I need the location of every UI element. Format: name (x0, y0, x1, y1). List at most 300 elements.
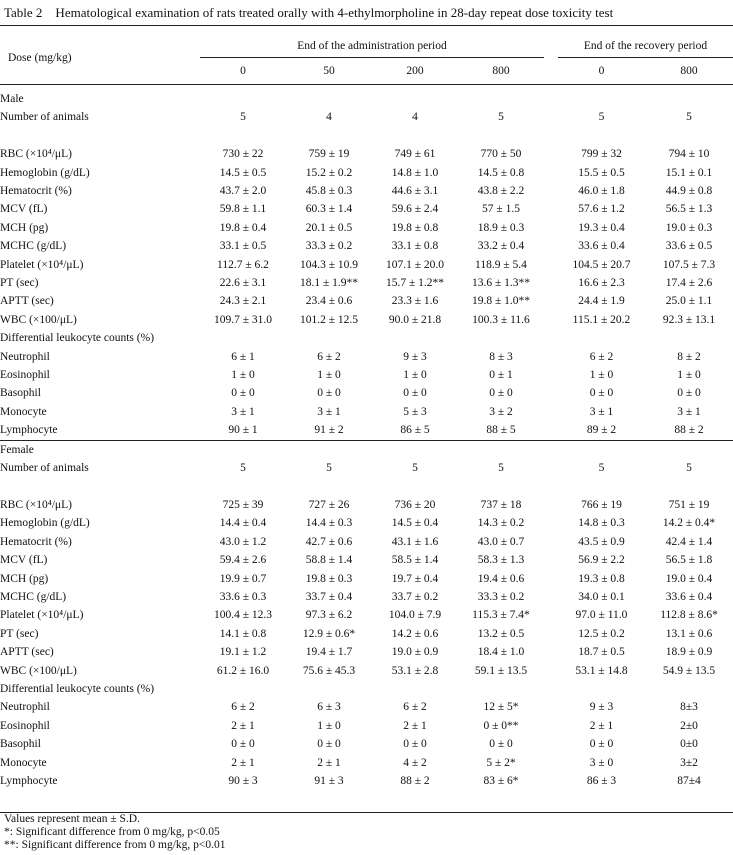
value-cell: 19.8 ± 1.0** (471, 295, 531, 308)
value-cell: 18.4 ± 1.0 (477, 646, 525, 659)
value-cell: 59.6 ± 2.4 (391, 203, 439, 216)
value-cell: 56.5 ± 1.8 (665, 554, 713, 567)
value-cell: 91 ± 2 (286, 421, 372, 440)
column-gap (544, 570, 558, 588)
dose-col-2: 50 (323, 65, 335, 77)
value-cell: 725 ± 39 (222, 498, 264, 511)
row-label: MCH (pg) (0, 221, 49, 234)
value-cell: 88 ± 5 (458, 421, 544, 440)
value-cell: 53.1 ± 14.8 (575, 664, 628, 677)
value-cell: 97.3 ± 6.2 (305, 609, 353, 622)
row-label: MCV (fL) (0, 554, 48, 567)
value-cell: 759 ± 19 (308, 148, 350, 161)
value-cell: 19.8 ± 0.3 (305, 572, 353, 585)
value-cell: 3 ± 2 (489, 405, 513, 418)
column-gap (544, 643, 558, 661)
value-cell: 5 (498, 462, 504, 475)
table-row (0, 348, 733, 366)
value-cell: 33.3 ± 0.2 (305, 240, 353, 253)
row-label: Number of animals (0, 111, 89, 124)
value-cell: 1 ± 0 (403, 369, 427, 382)
value-cell: 5 (598, 462, 605, 475)
value-cell: 736 ± 20 (394, 498, 436, 511)
value-cell: 5 (412, 462, 418, 475)
value-cell: 0 ± 0 (231, 387, 255, 400)
value-cell: 6 ± 3 (317, 701, 341, 714)
value-cell: 15.1 ± 0.1 (665, 166, 713, 179)
table-caption: Table 2 Hematological examination of rats treated orally with 4-ethylmorpholine in 28-day repeat dose toxicity test (4, 5, 614, 20)
row-label: Platelet (×10⁴/μL) (0, 258, 84, 271)
column-gap (544, 754, 558, 772)
value-cell: 19.4 ± 0.6 (477, 572, 525, 585)
value-cell: 33.1 ± 0.5 (219, 240, 267, 253)
value-cell: 3 ± 1 (589, 405, 614, 418)
row-label: Basophil (0, 738, 41, 751)
value-cell: 12 ± 5* (483, 701, 519, 714)
value-cell: 2±0 (680, 719, 698, 732)
value-cell: 749 ± 61 (394, 148, 436, 161)
column-gap (544, 403, 558, 421)
female-section-title (0, 440, 733, 459)
value-cell: 87±4 (677, 775, 701, 787)
value-cell: 799 ± 32 (581, 148, 622, 161)
value-cell: 45.8 ± 0.3 (305, 185, 353, 198)
value-cell: 19.1 ± 1.2 (219, 646, 267, 659)
row-label: Monocyte (0, 756, 47, 769)
value-cell: 6 ± 1 (231, 350, 255, 363)
animals-row (0, 459, 733, 477)
value-cell: 727 ± 26 (308, 498, 350, 511)
value-cell: 12.9 ± 0.6* (302, 627, 356, 640)
value-cell: 34.0 ± 0.1 (578, 590, 625, 603)
differential-title-label: Differential leukocyte counts (%) (0, 332, 155, 345)
value-cell: 13.2 ± 0.5 (477, 627, 525, 640)
spacer-row (0, 478, 733, 496)
value-cell: 33.3 ± 0.2 (477, 590, 525, 603)
value-cell: 8 ± 2 (677, 350, 701, 363)
value-cell: 109.7 ± 31.0 (213, 313, 273, 326)
value-cell: 58.3 ± 1.3 (477, 554, 525, 567)
value-cell: 3 ± 0 (589, 756, 614, 769)
value-cell: 104.3 ± 10.9 (299, 258, 359, 271)
value-cell: 83 ± 6* (483, 775, 519, 787)
value-cell: 751 ± 19 (668, 498, 710, 511)
value-cell: 18.9 ± 0.9 (665, 646, 713, 659)
value-cell: 9 ± 3 (589, 701, 614, 714)
table-row (0, 533, 733, 551)
value-cell: 3 ± 1 (677, 405, 701, 418)
value-cell: 20.1 ± 0.5 (305, 221, 353, 234)
value-cell: 25.0 ± 1.1 (665, 295, 713, 308)
differential-title-label: Differential leukocyte counts (%) (0, 682, 155, 695)
row-label: Basophil (0, 387, 41, 400)
value-cell: 0 ± 0 (403, 738, 427, 751)
value-cell: 90.0 ± 21.8 (388, 313, 442, 326)
value-cell: 33.1 ± 0.8 (391, 240, 439, 253)
value-cell: 59.1 ± 13.5 (474, 664, 528, 677)
value-cell: 6 ± 2 (589, 350, 614, 363)
table-row (0, 717, 733, 735)
value-cell: 19.8 ± 0.4 (219, 221, 267, 234)
value-cell: 8±3 (680, 701, 698, 714)
dose-col-3: 200 (406, 65, 424, 77)
value-cell: 43.0 ± 0.7 (477, 535, 525, 548)
value-cell: 770 ± 50 (480, 148, 522, 161)
value-cell: 88 ± 2 (400, 775, 430, 787)
column-gap (544, 735, 558, 753)
value-cell: 14.4 ± 0.4 (219, 517, 267, 530)
value-cell: 24.4 ± 1.9 (578, 295, 625, 308)
value-cell: 33.7 ± 0.2 (391, 590, 439, 603)
value-cell: 23.3 ± 1.6 (391, 295, 439, 308)
value-cell: 0 ± 0 (231, 738, 255, 751)
table-row (0, 256, 733, 274)
table-row (0, 366, 733, 384)
value-cell: 0±0 (680, 738, 698, 751)
value-cell: 58.5 ± 1.4 (391, 554, 439, 567)
value-cell: 5 (240, 462, 246, 475)
row-label: Neutrophil (0, 701, 50, 714)
column-gap (544, 219, 558, 237)
value-cell: 14.5 ± 0.8 (477, 166, 525, 179)
column-gap (544, 292, 558, 310)
table-row (0, 292, 733, 310)
value-cell: 61.2 ± 16.0 (216, 664, 270, 677)
value-cell: 88 ± 2 (645, 421, 733, 440)
value-cell: 57 ± 1.5 (482, 203, 520, 216)
admin-period-header: End of the administration period (297, 40, 447, 52)
value-cell: 14.3 ± 0.2 (477, 517, 525, 530)
column-gap (544, 164, 558, 182)
row-label: Hemoglobin (g/dL) (0, 166, 90, 179)
value-cell: 19.4 ± 1.7 (305, 646, 353, 659)
table-row (0, 200, 733, 218)
table-row (0, 551, 733, 569)
value-cell: 57.6 ± 1.2 (578, 203, 625, 216)
row-label: MCHC (g/dL) (0, 590, 67, 603)
value-cell: 14.5 ± 0.5 (219, 166, 267, 179)
value-cell: 19.0 ± 0.9 (391, 646, 439, 659)
row-label: Lymphocyte (0, 775, 58, 787)
table-row (0, 514, 733, 532)
value-cell: 100.4 ± 12.3 (213, 609, 273, 622)
value-cell: 24.3 ± 2.1 (219, 295, 267, 308)
column-gap (544, 496, 558, 514)
column-gap (544, 182, 558, 200)
footnote-p01: **: Significant difference from 0 mg/kg, p<0.01 (4, 839, 226, 851)
value-cell: 5 (326, 462, 332, 475)
male-section-title-label: Male (0, 93, 24, 105)
value-cell: 2 ± 1 (589, 719, 614, 732)
value-cell: 19.0 ± 0.3 (665, 221, 713, 234)
column-gap (544, 421, 558, 440)
table-row (0, 643, 733, 661)
value-cell: 0 ± 0 (589, 387, 614, 400)
value-cell: 6 ± 2 (317, 350, 341, 363)
value-cell: 14.8 ± 0.3 (578, 517, 625, 530)
table-row (0, 772, 733, 790)
value-cell: 14.1 ± 0.8 (219, 627, 267, 640)
column-gap (544, 772, 558, 790)
value-cell: 0 ± 0 (677, 387, 701, 400)
value-cell: 90 ± 1 (200, 421, 286, 440)
value-cell: 737 ± 18 (480, 498, 522, 511)
value-cell: 0 ± 0 (589, 738, 614, 751)
value-cell: 15.7 ± 1.2** (385, 277, 445, 290)
row-label: PT (sec) (0, 277, 39, 290)
row-label: RBC (×10⁴/μL) (0, 148, 72, 161)
value-cell: 14.2 ± 0.4* (662, 517, 716, 530)
row-label: Hematocrit (%) (0, 535, 72, 548)
table-row (0, 145, 733, 163)
value-cell: 100.3 ± 11.6 (472, 313, 530, 326)
value-cell: 9 ± 3 (403, 350, 427, 363)
column-gap (544, 533, 558, 551)
table-row (0, 570, 733, 588)
value-cell: 104.5 ± 20.7 (572, 258, 631, 271)
value-cell: 43.1 ± 1.6 (391, 535, 439, 548)
column-gap (544, 366, 558, 384)
value-cell: 33.6 ± 0.4 (578, 240, 625, 253)
value-cell: 89 ± 2 (558, 421, 645, 440)
column-gap (544, 698, 558, 716)
value-cell: 42.4 ± 1.4 (665, 535, 713, 548)
table-row (0, 625, 733, 643)
table-row (0, 182, 733, 200)
value-cell: 54.9 ± 13.5 (662, 664, 716, 677)
female-section-title-label: Female (0, 443, 34, 456)
column-gap (544, 459, 558, 477)
row-label: APTT (sec) (0, 646, 54, 659)
column-gap (544, 717, 558, 735)
dose-col-6: 800 (680, 65, 698, 77)
row-label: Monocyte (0, 405, 47, 418)
value-cell: 3±2 (680, 756, 698, 769)
value-cell: 0 ± 0 (317, 387, 341, 400)
column-gap (544, 384, 558, 402)
value-cell: 90 ± 3 (228, 775, 258, 787)
admin-subrule (200, 57, 544, 58)
row-label: Platelet (×10⁴/μL) (0, 609, 84, 622)
row-label: MCHC (g/dL) (0, 240, 67, 253)
value-cell: 4 ± 2 (403, 756, 427, 769)
value-cell: 8 ± 3 (489, 350, 513, 363)
value-cell: 60.3 ± 1.4 (305, 203, 353, 216)
value-cell: 0 ± 0** (483, 719, 519, 732)
column-gap (544, 200, 558, 218)
value-cell: 19.8 ± 0.8 (391, 221, 439, 234)
table-row (0, 496, 733, 514)
value-cell: 5 ± 3 (403, 405, 427, 418)
value-cell: 19.0 ± 0.4 (665, 572, 713, 585)
value-cell: 0 ± 0 (489, 738, 513, 751)
column-gap (544, 274, 558, 292)
value-cell: 2 ± 1 (317, 756, 341, 769)
table-row (0, 421, 733, 440)
value-cell: 19.7 ± 0.4 (391, 572, 439, 585)
row-label: MCH (pg) (0, 572, 49, 585)
value-cell: 43.0 ± 1.2 (219, 535, 267, 548)
column-gap (544, 237, 558, 255)
column-gap (544, 514, 558, 532)
table-row (0, 735, 733, 753)
differential-title (0, 329, 733, 347)
column-gap (544, 256, 558, 274)
value-cell: 33.6 ± 0.5 (665, 240, 713, 253)
value-cell: 14.2 ± 0.6 (391, 627, 439, 640)
value-cell: 2 ± 1 (231, 756, 255, 769)
row-label: Lymphocyte (0, 421, 200, 440)
value-cell: 15.5 ± 0.5 (578, 166, 625, 179)
table-row (0, 588, 733, 606)
dose-col-4: 800 (492, 65, 510, 77)
table-row (0, 384, 733, 402)
value-cell: 5 ± 2* (486, 756, 516, 769)
value-cell: 115.1 ± 20.2 (572, 313, 631, 326)
value-cell: 43.7 ± 2.0 (219, 185, 267, 198)
footnote-values: Values represent mean ± S.D. (4, 813, 140, 825)
value-cell: 5 (498, 111, 504, 124)
table-row (0, 403, 733, 421)
differential-title (0, 680, 733, 698)
value-cell: 1 ± 0 (317, 369, 341, 382)
value-cell: 16.6 ± 2.3 (578, 277, 625, 290)
spacer-cell (0, 478, 733, 496)
row-label: Hematocrit (%) (0, 185, 72, 198)
value-cell: 86 ± 5 (372, 421, 458, 440)
animals-row (0, 108, 733, 126)
value-cell: 1 ± 0 (677, 369, 701, 382)
value-cell: 14.4 ± 0.3 (305, 517, 353, 530)
footnote-p05: *: Significant difference from 0 mg/kg, p<0.05 (4, 826, 220, 838)
row-label: WBC (×100/μL) (0, 313, 77, 326)
value-cell: 22.6 ± 3.1 (219, 277, 267, 290)
value-cell: 44.9 ± 0.8 (665, 185, 713, 198)
value-cell: 17.4 ± 2.6 (665, 277, 713, 290)
value-cell: 5 (598, 111, 605, 124)
hematology-table (0, 90, 733, 790)
value-cell: 115.3 ± 7.4* (472, 609, 530, 622)
column-gap (544, 588, 558, 606)
value-cell: 19.3 ± 0.8 (578, 572, 625, 585)
value-cell: 0 ± 1 (489, 369, 513, 382)
value-cell: 118.9 ± 5.4 (475, 258, 527, 271)
value-cell: 14.8 ± 1.0 (391, 166, 439, 179)
value-cell: 2 ± 1 (231, 719, 255, 732)
value-cell: 1 ± 0 (589, 369, 614, 382)
table-row (0, 662, 733, 680)
value-cell: 1 ± 0 (231, 369, 255, 382)
value-cell: 15.2 ± 0.2 (305, 166, 353, 179)
header-rule (0, 84, 733, 85)
top-rule (0, 25, 733, 26)
value-cell: 53.1 ± 2.8 (391, 664, 439, 677)
value-cell: 3 ± 1 (231, 405, 255, 418)
value-cell: 107.5 ± 7.3 (662, 258, 716, 271)
row-label: Number of animals (0, 462, 89, 475)
value-cell: 59.4 ± 2.6 (219, 554, 267, 567)
value-cell: 112.7 ± 6.2 (217, 258, 269, 271)
column-gap (544, 625, 558, 643)
column-gap (544, 108, 558, 126)
table-row (0, 219, 733, 237)
value-cell: 46.0 ± 1.8 (578, 185, 625, 198)
value-cell: 6 ± 2 (403, 701, 427, 714)
column-gap (544, 348, 558, 366)
row-label: WBC (×100/μL) (0, 664, 77, 677)
value-cell: 19.3 ± 0.4 (578, 221, 625, 234)
table-row (0, 164, 733, 182)
row-label: MCV (fL) (0, 203, 48, 216)
dose-col-1: 0 (240, 65, 246, 77)
value-cell: 4 (412, 111, 418, 124)
value-cell: 91 ± 3 (314, 775, 344, 787)
value-cell: 794 ± 10 (668, 148, 710, 161)
value-cell: 101.2 ± 12.5 (299, 313, 359, 326)
value-cell: 104.0 ± 7.9 (388, 609, 442, 622)
table-row (0, 754, 733, 772)
row-label: APTT (sec) (0, 295, 54, 308)
value-cell: 5 (240, 111, 246, 124)
column-gap (544, 662, 558, 680)
row-label: Neutrophil (0, 350, 50, 363)
value-cell: 3 ± 1 (317, 405, 341, 418)
table-row (0, 237, 733, 255)
value-cell: 97.0 ± 11.0 (575, 609, 628, 622)
recovery-period-header: End of the recovery period (583, 40, 708, 52)
value-cell: 4 (326, 111, 332, 124)
value-cell: 33.6 ± 0.4 (665, 590, 713, 603)
value-cell: 13.1 ± 0.6 (665, 627, 713, 640)
value-cell: 42.7 ± 0.6 (305, 535, 353, 548)
value-cell: 2 ± 1 (403, 719, 427, 732)
column-gap (544, 551, 558, 569)
value-cell: 107.1 ± 20.0 (385, 258, 445, 271)
table-row (0, 274, 733, 292)
value-cell: 58.8 ± 1.4 (305, 554, 353, 567)
value-cell: 0 ± 0 (317, 738, 341, 751)
value-cell: 0 ± 0 (403, 387, 427, 400)
value-cell: 23.4 ± 0.6 (305, 295, 353, 308)
row-label: Eosinophil (0, 369, 50, 382)
value-cell: 14.5 ± 0.4 (391, 517, 439, 530)
value-cell: 730 ± 22 (222, 148, 264, 161)
column-gap (544, 606, 558, 624)
dose-header: Dose (mg/kg) (8, 52, 72, 64)
value-cell: 75.6 ± 45.3 (302, 664, 356, 677)
value-cell: 33.6 ± 0.3 (219, 590, 267, 603)
value-cell: 44.6 ± 3.1 (391, 185, 439, 198)
value-cell: 0 ± 0 (489, 387, 513, 400)
value-cell: 5 (686, 111, 692, 124)
value-cell: 6 ± 2 (231, 701, 255, 714)
column-gap (544, 145, 558, 163)
spacer-row (0, 127, 733, 145)
value-cell: 766 ± 19 (581, 498, 622, 511)
table-row (0, 698, 733, 716)
value-cell: 19.9 ± 0.7 (219, 572, 267, 585)
row-label: Eosinophil (0, 719, 50, 732)
value-cell: 18.9 ± 0.3 (477, 221, 525, 234)
male-section-title (0, 90, 733, 108)
value-cell: 59.8 ± 1.1 (219, 203, 267, 216)
value-cell: 33.7 ± 0.4 (305, 590, 353, 603)
value-cell: 1 ± 0 (317, 719, 341, 732)
table-row (0, 311, 733, 329)
table-row (0, 606, 733, 624)
value-cell: 18.7 ± 0.5 (578, 646, 625, 659)
value-cell: 56.9 ± 2.2 (578, 554, 625, 567)
